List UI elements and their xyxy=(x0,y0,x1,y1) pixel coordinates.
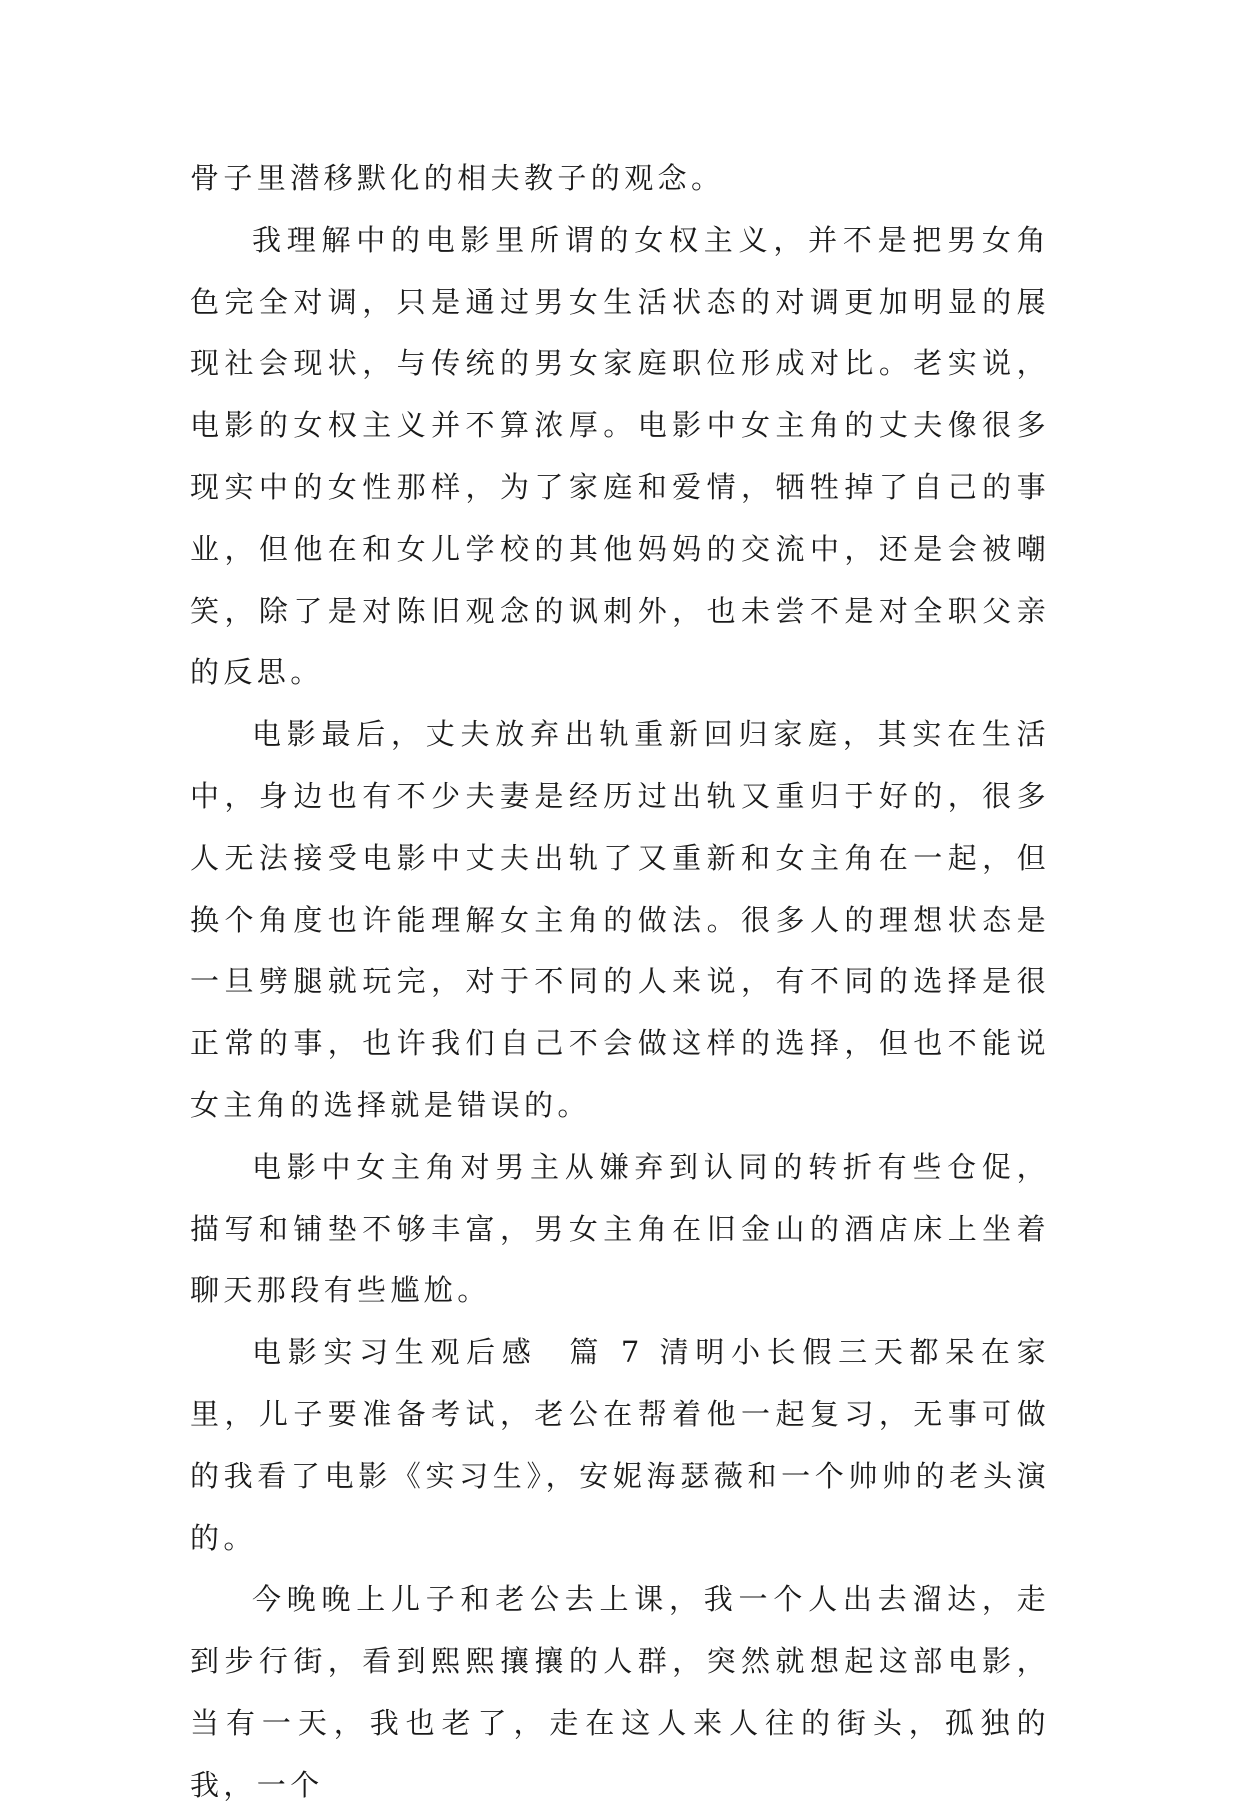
paragraph-continuation: 骨子里潜移默化的相夫教子的观念。 xyxy=(190,161,725,195)
paragraph-feminism: 我理解中的电影里所谓的女权主义，并不是把男女角色完全对调，只是通过男女生活状态的对调更加明显的展现社会现状，与传统的男女家庭职位形成对比。老实说，电影的女权主义并不算浓厚。电影中女主角的丈夫像很多现实中的女性那样，为了家庭和爱情，牺牲掉了自己的事业，但他在和女儿学校的其他妈妈的交流中，还是会被嘲笑，除了是对陈旧观念的讽刺外，也未尝不是对全职父亲的反思。 xyxy=(190,222,1050,690)
paragraph-ending: 电影最后，丈夫放弃出轨重新回归家庭，其实在生活中，身边也有不少夫妻是经历过出轨又重归于好的，很多人无法接受电影中丈夫出轨了又重新和女主角在一起，但换个角度也许能理解女主角的做法。很多人的理想状态是一旦劈腿就玩完，对于不同的人来说，有不同的选择是很正常的事，也许我们自己不会做这样的选择，但也不能说女主角的选择就是错误的。 xyxy=(190,717,1050,1122)
paragraph-evening-walk: 今晚晚上儿子和老公去上课，我一个人出去溜达，走到步行街，看到熙熙攘攘的人群，突然就想起这部电影，当有一天，我也老了，走在这人来人往的街头，孤独的我，一个 xyxy=(190,1582,1050,1802)
section-body: 清明小长假三天都呆在家里，儿子要准备考试，老公在帮着他一起复习，无事可做的我看了电影《实习生》，安妮海瑟薇和一个帅帅的老头演的。 xyxy=(190,1335,1050,1555)
body-text xyxy=(190,148,1050,1817)
section-heading: 电影实习生观后感 篇 7 xyxy=(252,1335,644,1370)
paragraph-transition: 电影中女主角对男主从嫌弃到认同的转折有些仓促，描写和铺垫不够丰富，男女主角在旧金山的酒店床上坐着聊天那段有些尴尬。 xyxy=(190,1149,1050,1308)
section-gap xyxy=(644,1335,660,1369)
section-paragraph xyxy=(190,1322,1050,1569)
